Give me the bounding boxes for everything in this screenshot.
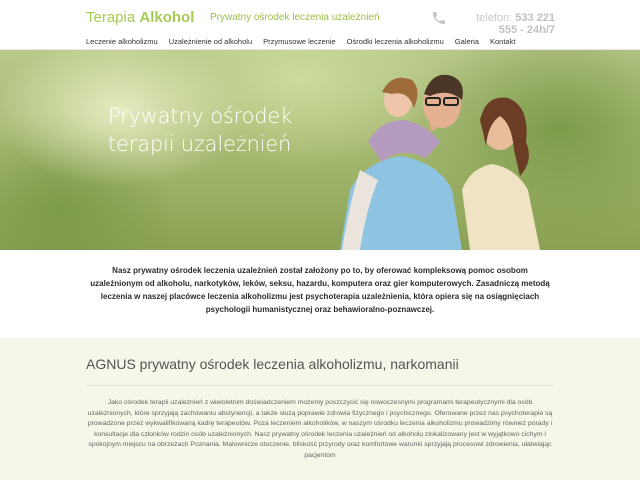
section-divider (86, 385, 554, 386)
nav-item-galeria[interactable]: Galeria (454, 37, 479, 46)
phone-icon (431, 10, 447, 26)
nav-item-leczenie-alkoholizmu[interactable]: Leczenie alkoholizmu (86, 37, 158, 46)
hero-title-line2: terapii uzależnień (108, 132, 292, 156)
brand-bold-text: Alkohol (139, 9, 195, 26)
hero-banner (0, 50, 640, 250)
nav-item-uzaleznienie[interactable]: Uzależnienie od alkoholu (168, 37, 253, 46)
brand-light-text: Terapia (86, 9, 136, 26)
nav-item-osrodki[interactable]: Ośrodki leczenia alkoholizmu (346, 37, 444, 46)
site-header (0, 0, 640, 50)
phone-number-line2: 555 - 24h/7 (498, 24, 555, 36)
phone-label: telefon: (476, 12, 513, 24)
site-logo[interactable] (86, 9, 194, 26)
phone-number: 533 221 (515, 12, 555, 24)
section-title: AGNUS prywatny ośrodek leczenia alkoholizmu, narkomanii (86, 356, 459, 372)
hero-title-line1: Prywatny ośrodek (108, 104, 293, 128)
hero-family-photo (0, 50, 640, 250)
nav-item-przymusowe-leczenie[interactable]: Przymusowe leczenie (263, 37, 336, 46)
phone-contact[interactable] (476, 12, 555, 36)
main-nav (86, 37, 526, 46)
section-body: Jako ośrodek terapii uzależnień z wieloletnim doświadczeniem możemy poszczycić się nowoczesnymi programami terapeutycznymi dla osób uzależnionych, które sprzyjają zachowaniu abstynencji, a także służą poprawie zdrowia fizycznego i psychicznego. Oferowane przez nas psychoterapie są prowadzone przez wykwalifikowaną kadrę terapeutów. Poza leczeniem alkoholików, w naszym ośrodku leczenia alkoholizmu prowadzimy również porady i konsultacje dla członków rodzin osób uzależnionych. Nasz prywatny ośrodek leczenia uzależnień od alkoholu zlokalizowany jest w wyjątkowo cichym i spokojnym miejscu na obrzeżach Poznania. Malownicze otoczenie, bliskość przyrody oraz komfortowe warunki sprzyjają procesowi zdrowienia, ułatwiając pacjentom (87, 399, 553, 459)
nav-item-kontakt[interactable]: Kontakt (489, 37, 516, 46)
about-section (0, 338, 640, 480)
hero-title (108, 102, 292, 158)
site-tagline: Prywatny ośrodek leczenia uzależnień (210, 12, 380, 23)
intro-text: Nasz prywatny ośrodek leczenia uzależnień został założony po to, by oferować kompleksową pomoc osobom uzależnionym od alkoholu, narkotyków, leków, seksu, hazardu, komputera oraz gier komputerowych. Zasadniczą metodą leczenia w naszej placówce leczenia alkoholizmu jest psychoterapia uzależnienia, która opiera się na osiągnięciach psychologii humanistycznej oraz behawioralno-poznawczej. (90, 266, 550, 314)
